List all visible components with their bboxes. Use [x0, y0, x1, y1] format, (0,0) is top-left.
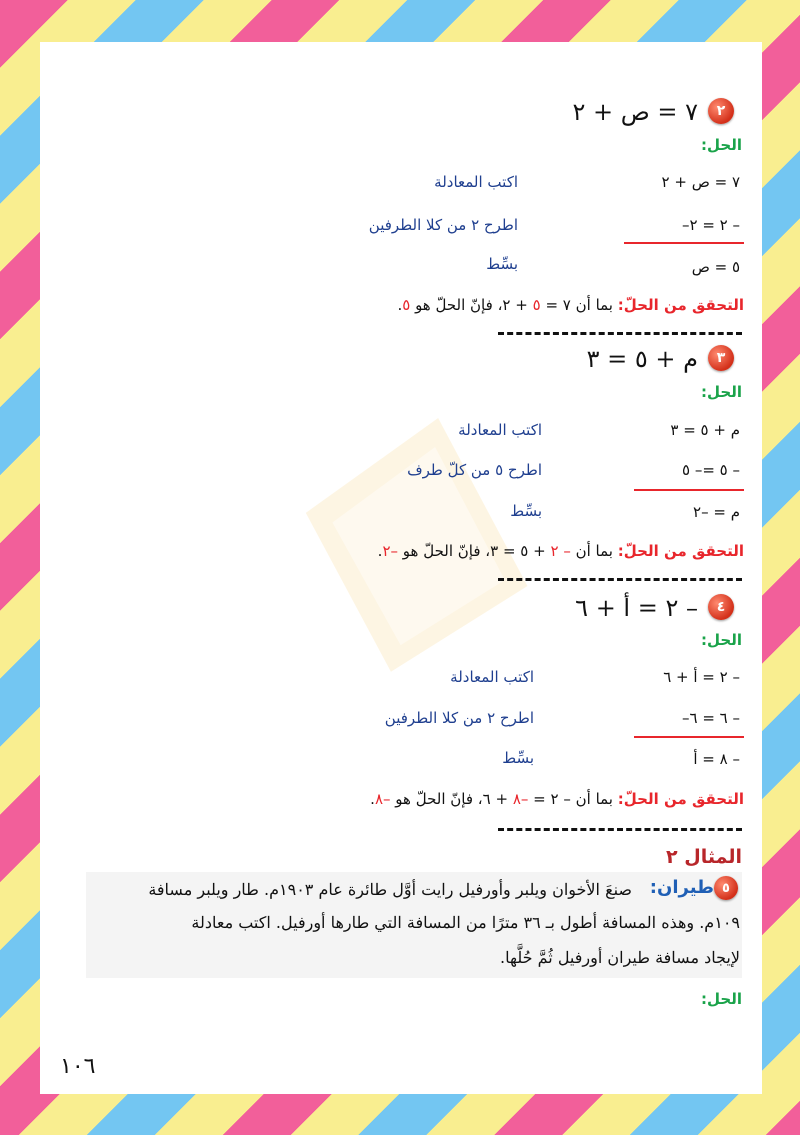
step-math: – ٢ = أ + ٦ — [663, 668, 740, 686]
textbook-page — [40, 42, 762, 1094]
step-math: م = –٢ — [693, 503, 740, 521]
step-math: ٥ = ص — [691, 258, 740, 276]
step-math: ٧ = ص + ٢ — [661, 173, 740, 191]
section-divider — [498, 332, 742, 335]
verification-text: التحقق من الحلّ: بما أن – ٢ = –٨ + ٦، فإنّ الحلّ هو –٨. — [370, 790, 744, 808]
solution-label: الحل: — [701, 383, 742, 401]
problem-text-line: ١٠٩م. وهذه المسافة أطول بـ ٣٦ مترًا من المسافة التي طارها أورفيل. اكتب معادلة — [191, 913, 740, 932]
step-math: – ٨ = أ — [693, 750, 740, 768]
problem-text-line: لإيجاد مسافة طيران أورفيل ثُمَّ حُلَّها. — [500, 948, 740, 967]
verification-text: التحقق من الحلّ: بما أن – ٢ + ٥ = ٣، فإنّ الحلّ هو –٢. — [377, 542, 744, 560]
solution-label: الحل: — [701, 990, 742, 1008]
problem-number-badge: ٣ — [708, 345, 734, 371]
step-description: اطرح ٥ من كلّ طرف — [407, 461, 542, 479]
subtraction-line — [634, 489, 744, 491]
step-math: م + ٥ = ٣ — [670, 421, 740, 439]
problem-text-line: صنعَ الأخوان ويلبر وأورفيل رايت أوَّل طائرة عام ١٩٠٣م. طار ويلبر مسافة — [148, 880, 632, 899]
step-description: اكتب المعادلة — [458, 421, 542, 439]
step-description: بسِّط — [486, 255, 518, 273]
problem-number-badge: ٥ — [714, 876, 738, 900]
step-description: اطرح ٢ من كلا الطرفين — [384, 709, 534, 727]
verification-text: التحقق من الحلّ: بما أن ٧ = ٥ + ٢، فإنّ الحلّ هو ٥. — [397, 296, 744, 314]
page-number: ١٠٦ — [60, 1054, 96, 1079]
step-description: اكتب المعادلة — [434, 173, 518, 191]
step-description: اكتب المعادلة — [450, 668, 534, 686]
step-math: – ٥ =– ٥ — [681, 461, 740, 479]
problem-equation: – ٢ = أ + ٦ — [575, 594, 698, 622]
solution-label: الحل: — [701, 631, 742, 649]
subtraction-line — [624, 242, 744, 244]
section-divider — [498, 828, 742, 831]
solution-label: الحل: — [701, 136, 742, 154]
step-description: بسِّط — [510, 502, 542, 520]
section-divider — [498, 578, 742, 581]
problem-number-badge: ٤ — [708, 594, 734, 620]
step-description: اطرح ٢ من كلا الطرفين — [368, 216, 518, 234]
problem-equation: ٧ = ص + ٢ — [572, 98, 698, 126]
subtraction-line — [634, 736, 744, 738]
step-description: بسِّط — [502, 749, 534, 767]
problem-topic: طيران: — [649, 877, 714, 898]
step-math: – ٦ = ٦– — [681, 709, 740, 727]
problem-number-badge: ٢ — [708, 98, 734, 124]
problem-equation: م + ٥ = ٣ — [586, 345, 698, 373]
example-heading: المثال ٢ — [666, 846, 742, 868]
step-math: – ٢ = ٢– — [681, 216, 740, 234]
